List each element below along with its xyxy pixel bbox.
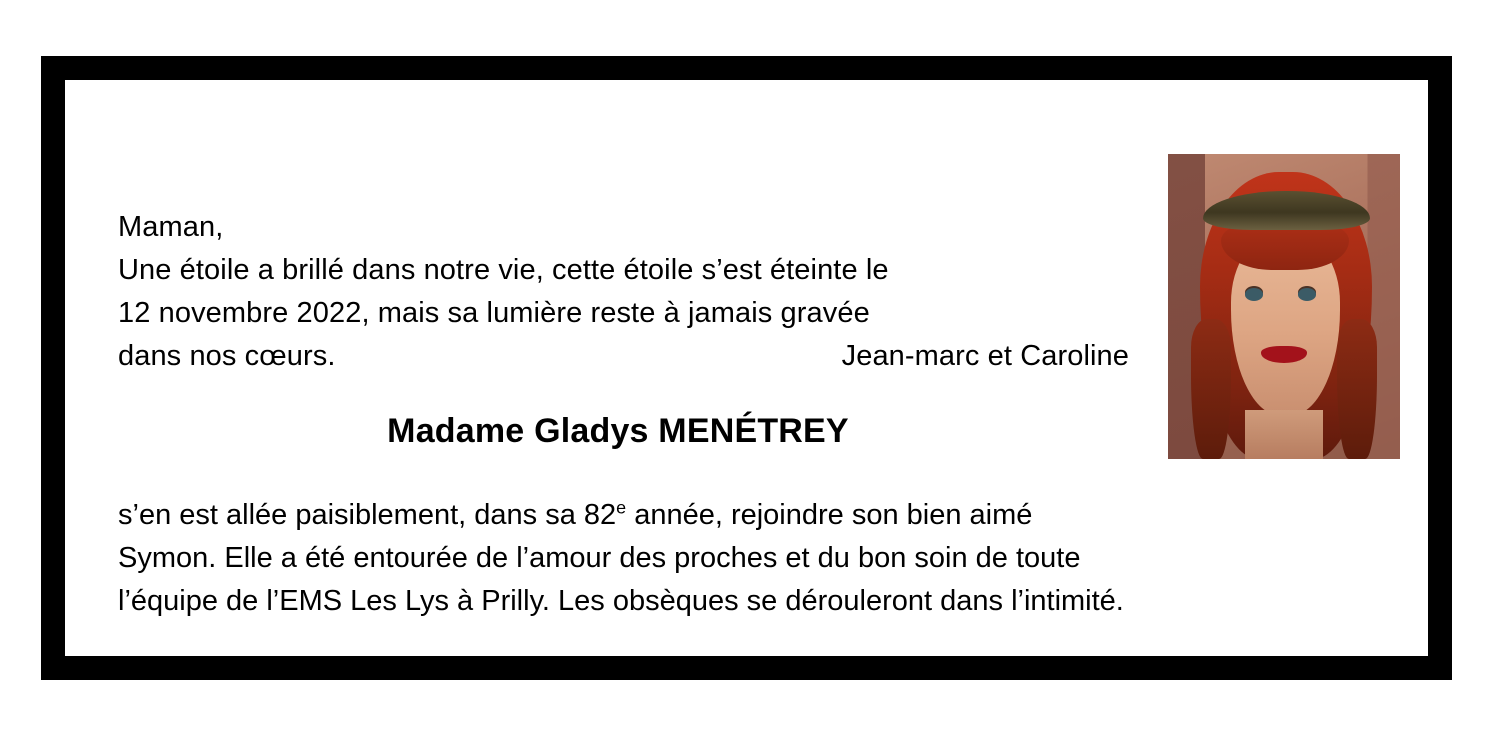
deceased-name: Madame Gladys MENÉTREY: [387, 412, 849, 450]
body-line-3: l’équipe de l’EMS Les Lys à Prilly. Les obsèques se dérouleront dans l’intimité.: [118, 585, 1124, 617]
intro-line-4: dans nos cœurs.: [118, 340, 336, 372]
intro-line-2: Une étoile a brillé dans notre vie, cette étoile s’est éteinte le: [118, 254, 889, 286]
ordinal-suffix: e: [616, 497, 627, 518]
intro-line-3: 12 novembre 2022, mais sa lumière reste à jamais gravée: [118, 297, 870, 329]
intro-line-1: Maman,: [118, 211, 224, 243]
intro-message: [118, 206, 1133, 378]
body-line-1-before: s’en est allée paisiblement, dans sa 82: [118, 499, 617, 531]
signature: Jean-marc et Caroline: [841, 340, 1129, 372]
mourning-border: [41, 56, 1452, 680]
body-line-2: Symon. Elle a été entourée de l’amour des proches et du bon soin de toute: [118, 542, 1081, 574]
body-line-1: [118, 494, 1388, 537]
intro-line-4-row: [118, 335, 1133, 378]
notice-text-layer: [65, 80, 1428, 656]
notice-content: [65, 80, 1428, 656]
body-line-1-after: année, rejoindre son bien aimé: [626, 499, 1033, 531]
notice-body: [118, 494, 1388, 623]
